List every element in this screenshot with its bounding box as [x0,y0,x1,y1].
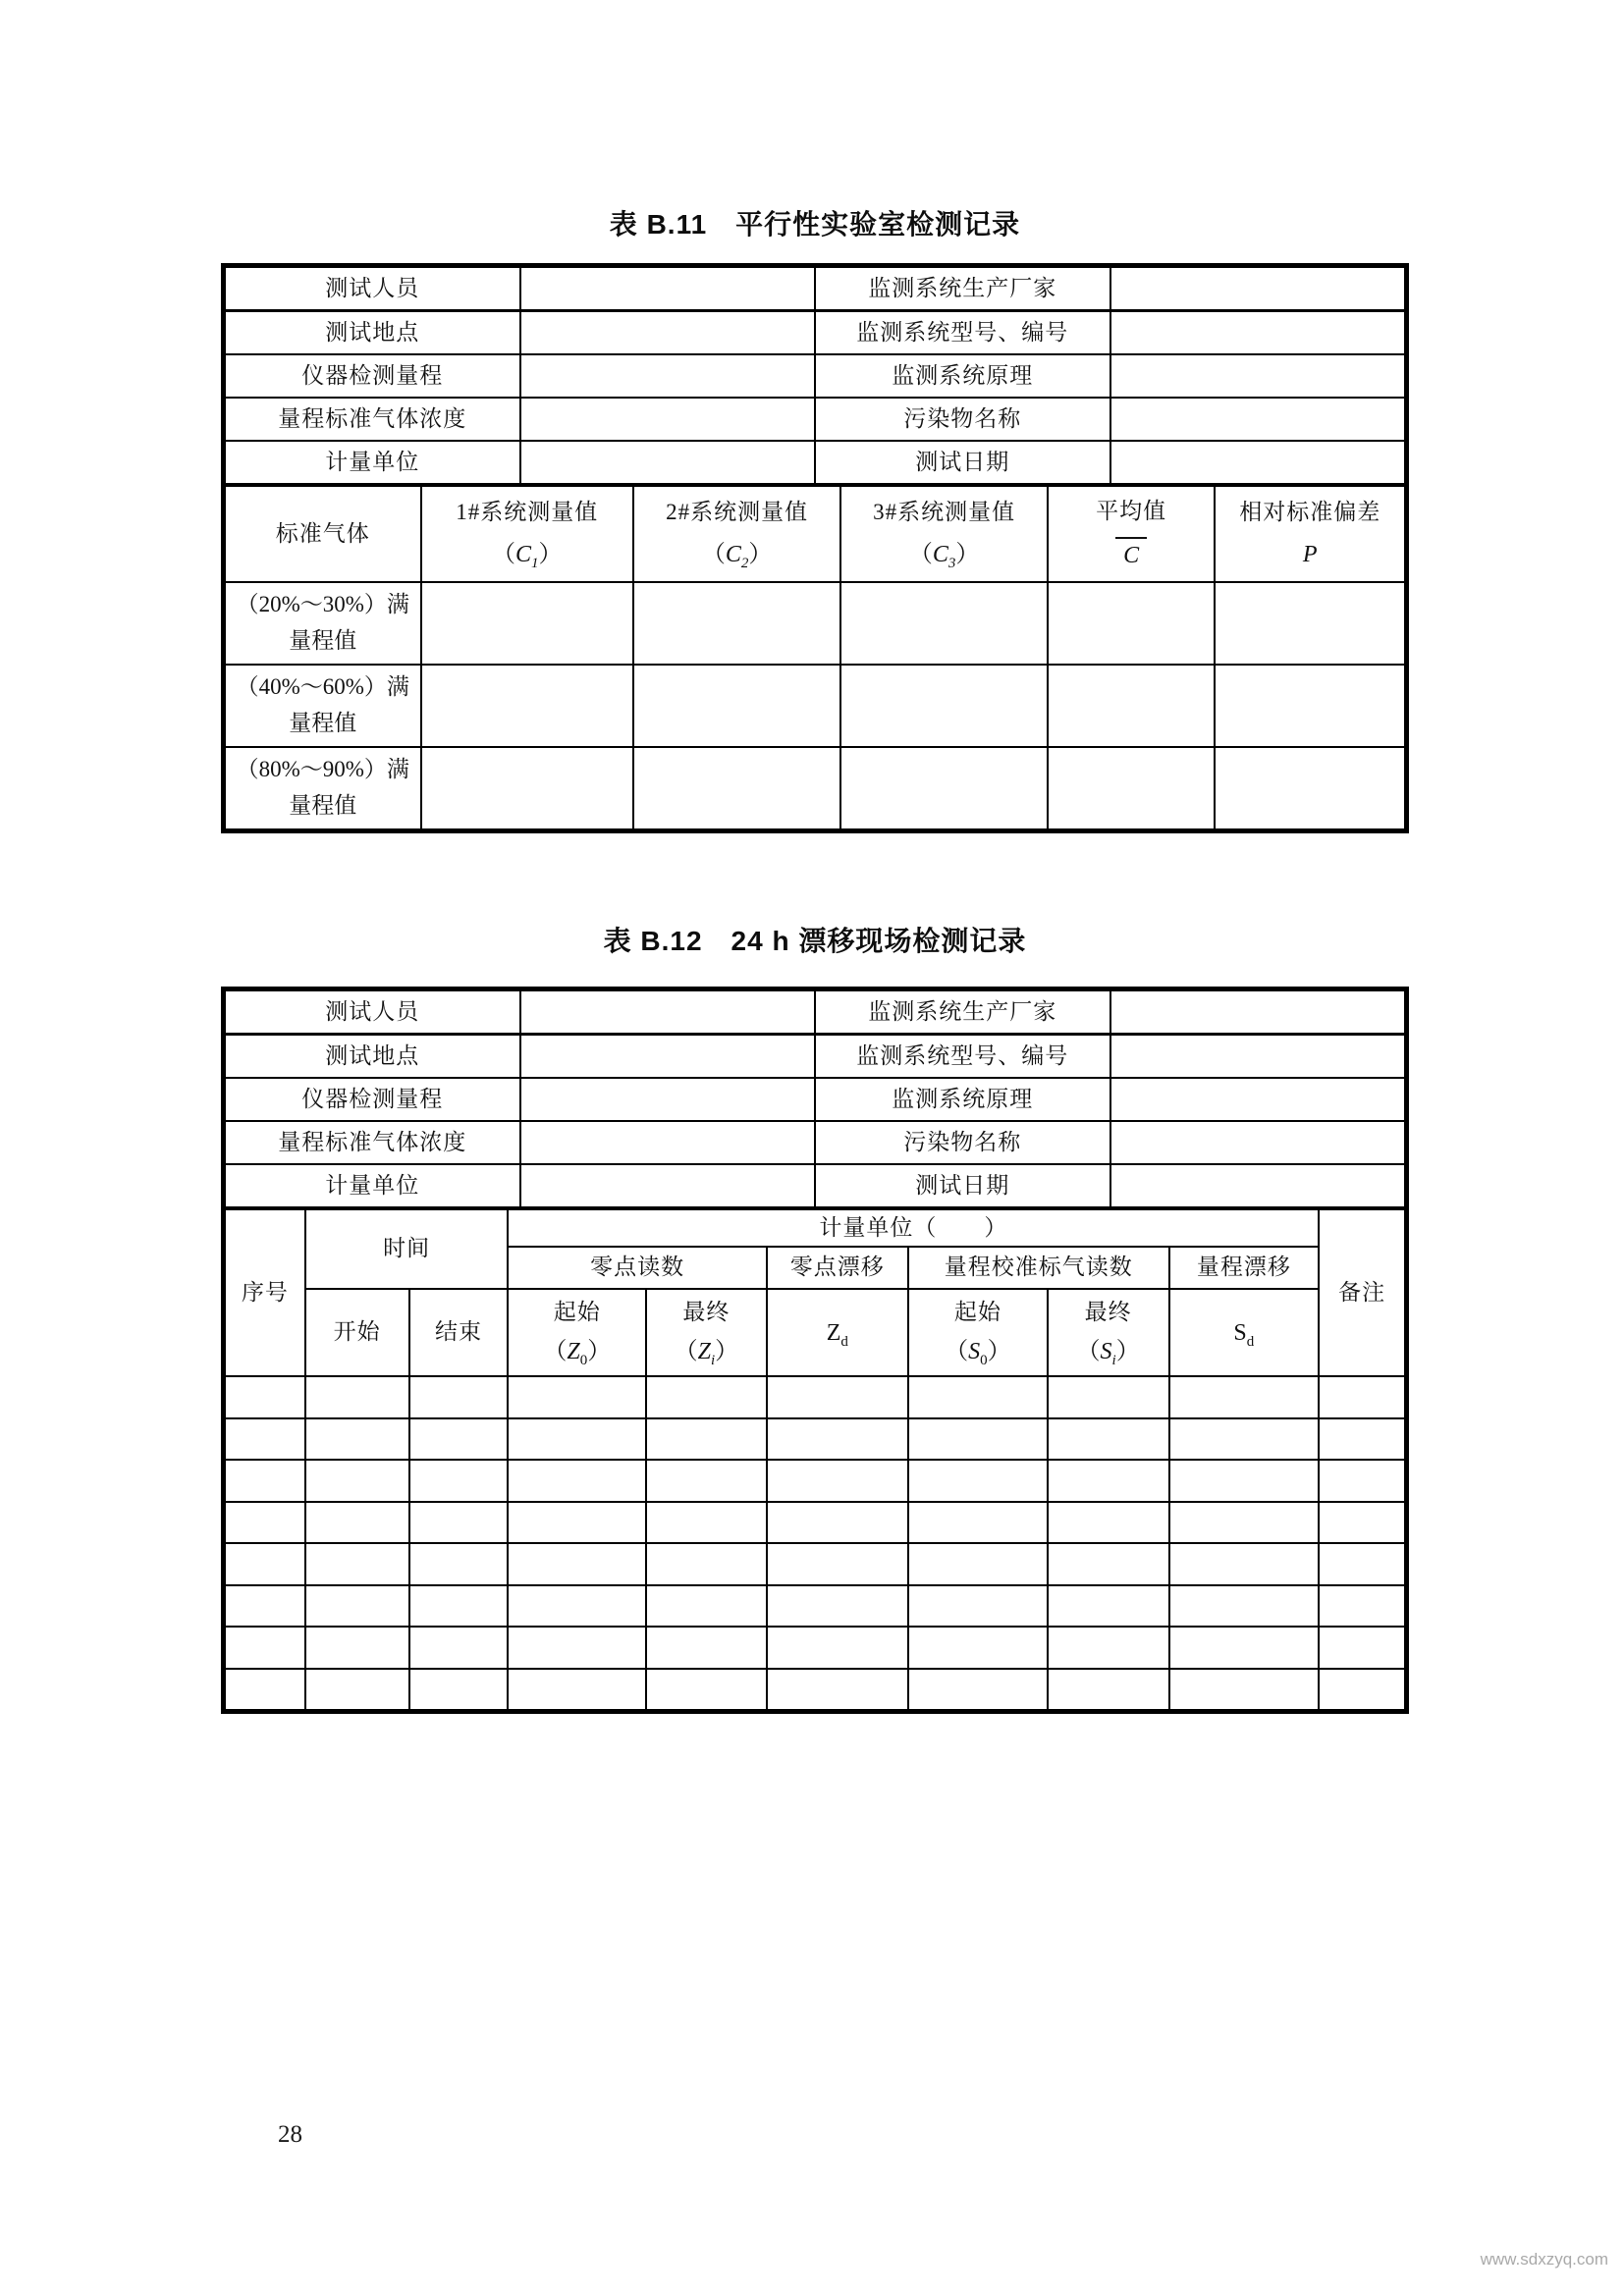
b12-empty-cell [1319,1460,1405,1502]
b11-data-cell [633,665,841,747]
symbol-sd: $S_d$ [1233,1319,1255,1350]
b11-row-label [225,747,421,829]
b12-empty-cell [508,1460,646,1502]
symbol-si: $(S_i)$ [1076,1338,1140,1368]
table-b12-title: 表 B.12 24 h 漂移现场检测记录 [603,926,1027,956]
b12-empty-cell [767,1543,908,1585]
symbol-z0: $(Z_0)$ [543,1338,612,1368]
symbol-c2: $(C_2)$ [701,541,773,571]
info-row [225,354,1405,398]
b12-empty-cell [225,1669,305,1711]
b11-data-cell [1215,747,1405,829]
b12-empty-row [225,1543,1405,1585]
info-label: 测试人员 [325,275,420,300]
b11-data-cell [1048,582,1216,665]
info-label: 测试日期 [915,1172,1010,1198]
b12-empty-cell [305,1502,409,1544]
info-value-cell [520,1078,816,1121]
b12-empty-cell [1169,1669,1320,1711]
b12-empty-cell [1319,1418,1405,1461]
table-b12-info-grid [224,989,1406,1208]
info-label: 量程标准气体浓度 [278,405,467,431]
b12-empty-cell [767,1627,908,1669]
info-label: 监测系统原理 [892,1086,1034,1111]
b12-empty-cell [1319,1585,1405,1628]
b12-empty-cell [508,1376,646,1418]
symbol-zd: $Z_d$ [826,1319,848,1350]
info-label-cell [815,311,1110,355]
info-label: 仪器检测量程 [301,1086,444,1111]
b11-col-header-system2 [633,486,841,582]
b12-empty-cell [225,1543,305,1585]
column-header-label: 2#系统测量值 [666,500,809,525]
b12-seq-header: 序号 [225,1209,305,1376]
b12-empty-cell [1048,1502,1169,1544]
b12-empty-cell [767,1418,908,1461]
row-label-line: 量程值 [289,628,357,654]
info-value-cell [520,1035,816,1079]
b12-empty-row [225,1376,1405,1418]
column-header-label: 3#系统测量值 [873,500,1016,525]
info-label: 测试日期 [915,449,1010,474]
b12-empty-row [225,1585,1405,1628]
info-label-cell [225,354,520,398]
table-b12-data-grid [224,1208,1406,1711]
info-label-cell [225,1035,520,1079]
b12-empty-cell [1169,1418,1320,1461]
info-label-cell [225,1121,520,1164]
info-row [225,398,1405,441]
column-header-label: 平均值 [1096,499,1167,524]
b12-empty-row [225,1502,1405,1544]
b12-empty-cell [305,1460,409,1502]
b12-empty-cell [646,1543,767,1585]
b12-empty-cell [646,1376,767,1418]
b12-empty-cell [225,1627,305,1669]
info-row [225,311,1405,355]
b12-empty-cell [908,1543,1048,1585]
b12-empty-cell [1169,1585,1320,1628]
b12-empty-cell [305,1418,409,1461]
b11-data-cell [421,582,633,665]
b12-empty-cell [646,1460,767,1502]
info-label: 量程标准气体浓度 [278,1129,467,1154]
symbol-p: P [1302,541,1318,567]
column-header-label: 1#系统测量值 [456,500,599,525]
b12-empty-cell [1169,1627,1320,1669]
info-value-cell [520,267,816,311]
b12-zd-header [767,1289,908,1376]
b12-empty-cell [508,1669,646,1711]
info-value-cell [1110,990,1406,1035]
row-label-line: （40%～60%）满 [236,674,409,700]
info-label-cell [815,1121,1110,1164]
b11-data-cell [1215,582,1405,665]
b12-empty-cell [409,1627,509,1669]
info-row [225,267,1405,311]
b12-empty-cell [767,1669,908,1711]
b12-empty-cell [646,1418,767,1461]
b12-empty-row [225,1418,1405,1461]
b12-empty-cell [767,1460,908,1502]
b12-empty-cell [409,1418,509,1461]
b12-empty-cell [225,1418,305,1461]
b12-remark-header: 备注 [1319,1209,1405,1376]
symbol-s0: $(S_0)$ [945,1338,1011,1368]
info-label: 污染物名称 [903,1129,1022,1154]
info-row [225,1121,1405,1164]
column-header-label: 相对标准偏差 [1239,500,1381,525]
b12-empty-cell [767,1502,908,1544]
info-label-cell [225,1164,520,1207]
b12-empty-cell [908,1460,1048,1502]
b12-z0-header [508,1289,646,1376]
b12-empty-cell [908,1585,1048,1628]
b12-empty-cell [767,1376,908,1418]
info-label-cell [815,441,1110,484]
symbol-cbar: C [1049,537,1215,570]
info-value-cell [520,1164,816,1207]
row-label-line: 量程值 [289,793,357,819]
symbol-c3: $(C_3)$ [908,541,980,571]
b12-empty-cell [1048,1585,1169,1628]
info-row [225,441,1405,484]
b11-header-row [225,486,1405,582]
info-value-cell [520,311,816,355]
b11-data-cell [421,747,633,829]
b12-empty-cell [305,1669,409,1711]
b12-empty-cell [409,1502,509,1544]
symbol-c1: $(C_1)$ [491,541,563,571]
info-row [225,1078,1405,1121]
info-label-cell [225,441,520,484]
b12-empty-cell [908,1418,1048,1461]
b12-empty-cell [1048,1418,1169,1461]
table-b11-title: 表 B.11 平行性实验室检测记录 [609,209,1021,240]
b12-empty-cell [646,1585,767,1628]
b11-data-cell [1048,747,1216,829]
info-value-cell [1110,311,1406,355]
b11-data-row [225,665,1405,747]
info-label: 测试地点 [325,319,420,345]
b12-zero-drift-header: 零点漂移 [767,1247,908,1289]
b12-time-header: 时间 [305,1209,509,1289]
b12-empty-cell [646,1502,767,1544]
b12-empty-cell [1319,1543,1405,1585]
b12-empty-cell [1048,1669,1169,1711]
info-label: 监测系统原理 [892,362,1034,388]
b11-data-cell [840,582,1047,665]
info-label-cell [225,311,520,355]
b11-data-cell [840,747,1047,829]
b12-empty-cell [1319,1627,1405,1669]
b12-end-header: 结束 [409,1289,509,1376]
info-value-cell [1110,354,1406,398]
b12-empty-cell [1169,1502,1320,1544]
b12-empty-cell [1048,1627,1169,1669]
b12-empty-row [225,1627,1405,1669]
b12-header-row-1 [225,1209,1405,1247]
info-label: 测试人员 [325,998,420,1024]
column-header-label: 起始 [553,1300,601,1325]
b12-empty-cell [908,1627,1048,1669]
b12-zi-header [646,1289,767,1376]
column-header-label: 最终 [1084,1300,1132,1325]
table-b12 [221,987,1409,1714]
b12-empty-cell [1319,1502,1405,1544]
info-label: 计量单位 [325,449,420,474]
info-value-cell [1110,1035,1406,1079]
info-value-cell [1110,1121,1406,1164]
watermark: www.sdxzyq.com [1480,2250,1608,2269]
info-label: 监测系统生产厂家 [868,275,1057,300]
b12-empty-cell [1048,1376,1169,1418]
info-value-cell [520,354,816,398]
info-row [225,1164,1405,1207]
b12-span-reading-header: 量程校准标气读数 [908,1247,1169,1289]
b12-empty-cell [1319,1376,1405,1418]
b11-data-cell [633,747,841,829]
info-label: 测试地点 [325,1042,420,1068]
b11-data-cell [421,665,633,747]
info-label: 监测系统型号、编号 [856,319,1069,345]
info-label-cell [815,1035,1110,1079]
b12-empty-cell [646,1627,767,1669]
info-label-cell [815,354,1110,398]
table-b11-data-grid [224,485,1406,830]
b12-empty-cell [409,1376,509,1418]
b12-empty-cell [508,1585,646,1628]
b12-empty-cell [409,1669,509,1711]
b12-empty-cell [409,1585,509,1628]
b11-col-header-system1 [421,486,633,582]
info-label-cell [225,267,520,311]
info-label-cell [225,1078,520,1121]
b11-row-label [225,582,421,665]
b12-empty-cell [225,1460,305,1502]
b11-data-row [225,582,1405,665]
b12-empty-cell [305,1376,409,1418]
b11-col-header-system3 [840,486,1047,582]
info-label-cell [225,990,520,1035]
page-number: 28 [278,2121,302,2148]
info-label-cell [815,398,1110,441]
b12-empty-cell [508,1627,646,1669]
info-label-cell [225,398,520,441]
column-header-label: 起始 [953,1300,1001,1325]
b12-empty-cell [908,1669,1048,1711]
b12-zero-reading-header: 零点读数 [508,1247,766,1289]
b12-empty-cell [225,1585,305,1628]
info-label: 仪器检测量程 [301,362,444,388]
b12-empty-cell [305,1627,409,1669]
b11-data-cell [840,665,1047,747]
b12-empty-cell [1048,1543,1169,1585]
info-row [225,990,1405,1035]
info-label: 污染物名称 [903,405,1022,431]
b12-empty-row [225,1460,1405,1502]
table-b11 [221,263,1409,833]
b12-s0-header [908,1289,1048,1376]
info-value-cell [1110,267,1406,311]
b12-empty-cell [908,1376,1048,1418]
table-b11-info-grid [224,266,1406,485]
b12-header-row-3 [225,1289,1405,1376]
info-value-cell [520,441,816,484]
b12-empty-cell [646,1669,767,1711]
b12-empty-cell [409,1543,509,1585]
b11-data-cell [1215,665,1405,747]
b12-empty-row [225,1669,1405,1711]
b12-empty-cell [1048,1460,1169,1502]
column-header-label: 标准气体 [275,520,370,546]
info-label: 监测系统型号、编号 [856,1042,1069,1068]
b11-row-label [225,665,421,747]
b11-data-row [225,747,1405,829]
info-label-cell [815,267,1110,311]
b12-unit-header: 计量单位（ ） [508,1209,1319,1247]
info-value-cell [1110,398,1406,441]
info-value-cell [1110,441,1406,484]
b12-si-header [1048,1289,1169,1376]
b12-empty-cell [1169,1376,1320,1418]
b12-empty-cell [767,1585,908,1628]
b12-empty-cell [908,1502,1048,1544]
info-value-cell [520,398,816,441]
b12-empty-cell [225,1502,305,1544]
info-label: 监测系统生产厂家 [868,998,1057,1024]
b12-empty-cell [409,1460,509,1502]
info-label-cell [815,990,1110,1035]
b12-sd-header [1169,1289,1320,1376]
b11-data-cell [1048,665,1216,747]
b12-empty-cell [508,1418,646,1461]
b12-empty-cell [305,1543,409,1585]
b11-col-header-average [1048,486,1216,582]
b12-empty-cell [508,1543,646,1585]
column-header-label: 最终 [682,1300,731,1325]
row-label-line: （80%～90%）满 [236,757,409,782]
info-label: 计量单位 [325,1172,420,1198]
info-value-cell [1110,1078,1406,1121]
info-label-cell [815,1164,1110,1207]
row-label-line: 量程值 [289,711,357,736]
info-value-cell [520,1121,816,1164]
b12-empty-cell [1319,1669,1405,1711]
b12-start-header: 开始 [305,1289,409,1376]
b11-col-header-rsd [1215,486,1405,582]
info-value-cell [520,990,816,1035]
info-row [225,1035,1405,1079]
b11-data-cell [633,582,841,665]
b12-empty-cell [1169,1543,1320,1585]
b11-col-header-standard-gas [225,486,421,582]
b12-empty-cell [225,1376,305,1418]
symbol-zi: $(Z_i)$ [674,1338,739,1368]
b12-empty-cell [1169,1460,1320,1502]
b12-empty-cell [508,1502,646,1544]
b12-span-drift-header: 量程漂移 [1169,1247,1320,1289]
info-value-cell [1110,1164,1406,1207]
row-label-line: （20%～30%）满 [236,592,409,617]
info-label-cell [815,1078,1110,1121]
b12-empty-cell [305,1585,409,1628]
